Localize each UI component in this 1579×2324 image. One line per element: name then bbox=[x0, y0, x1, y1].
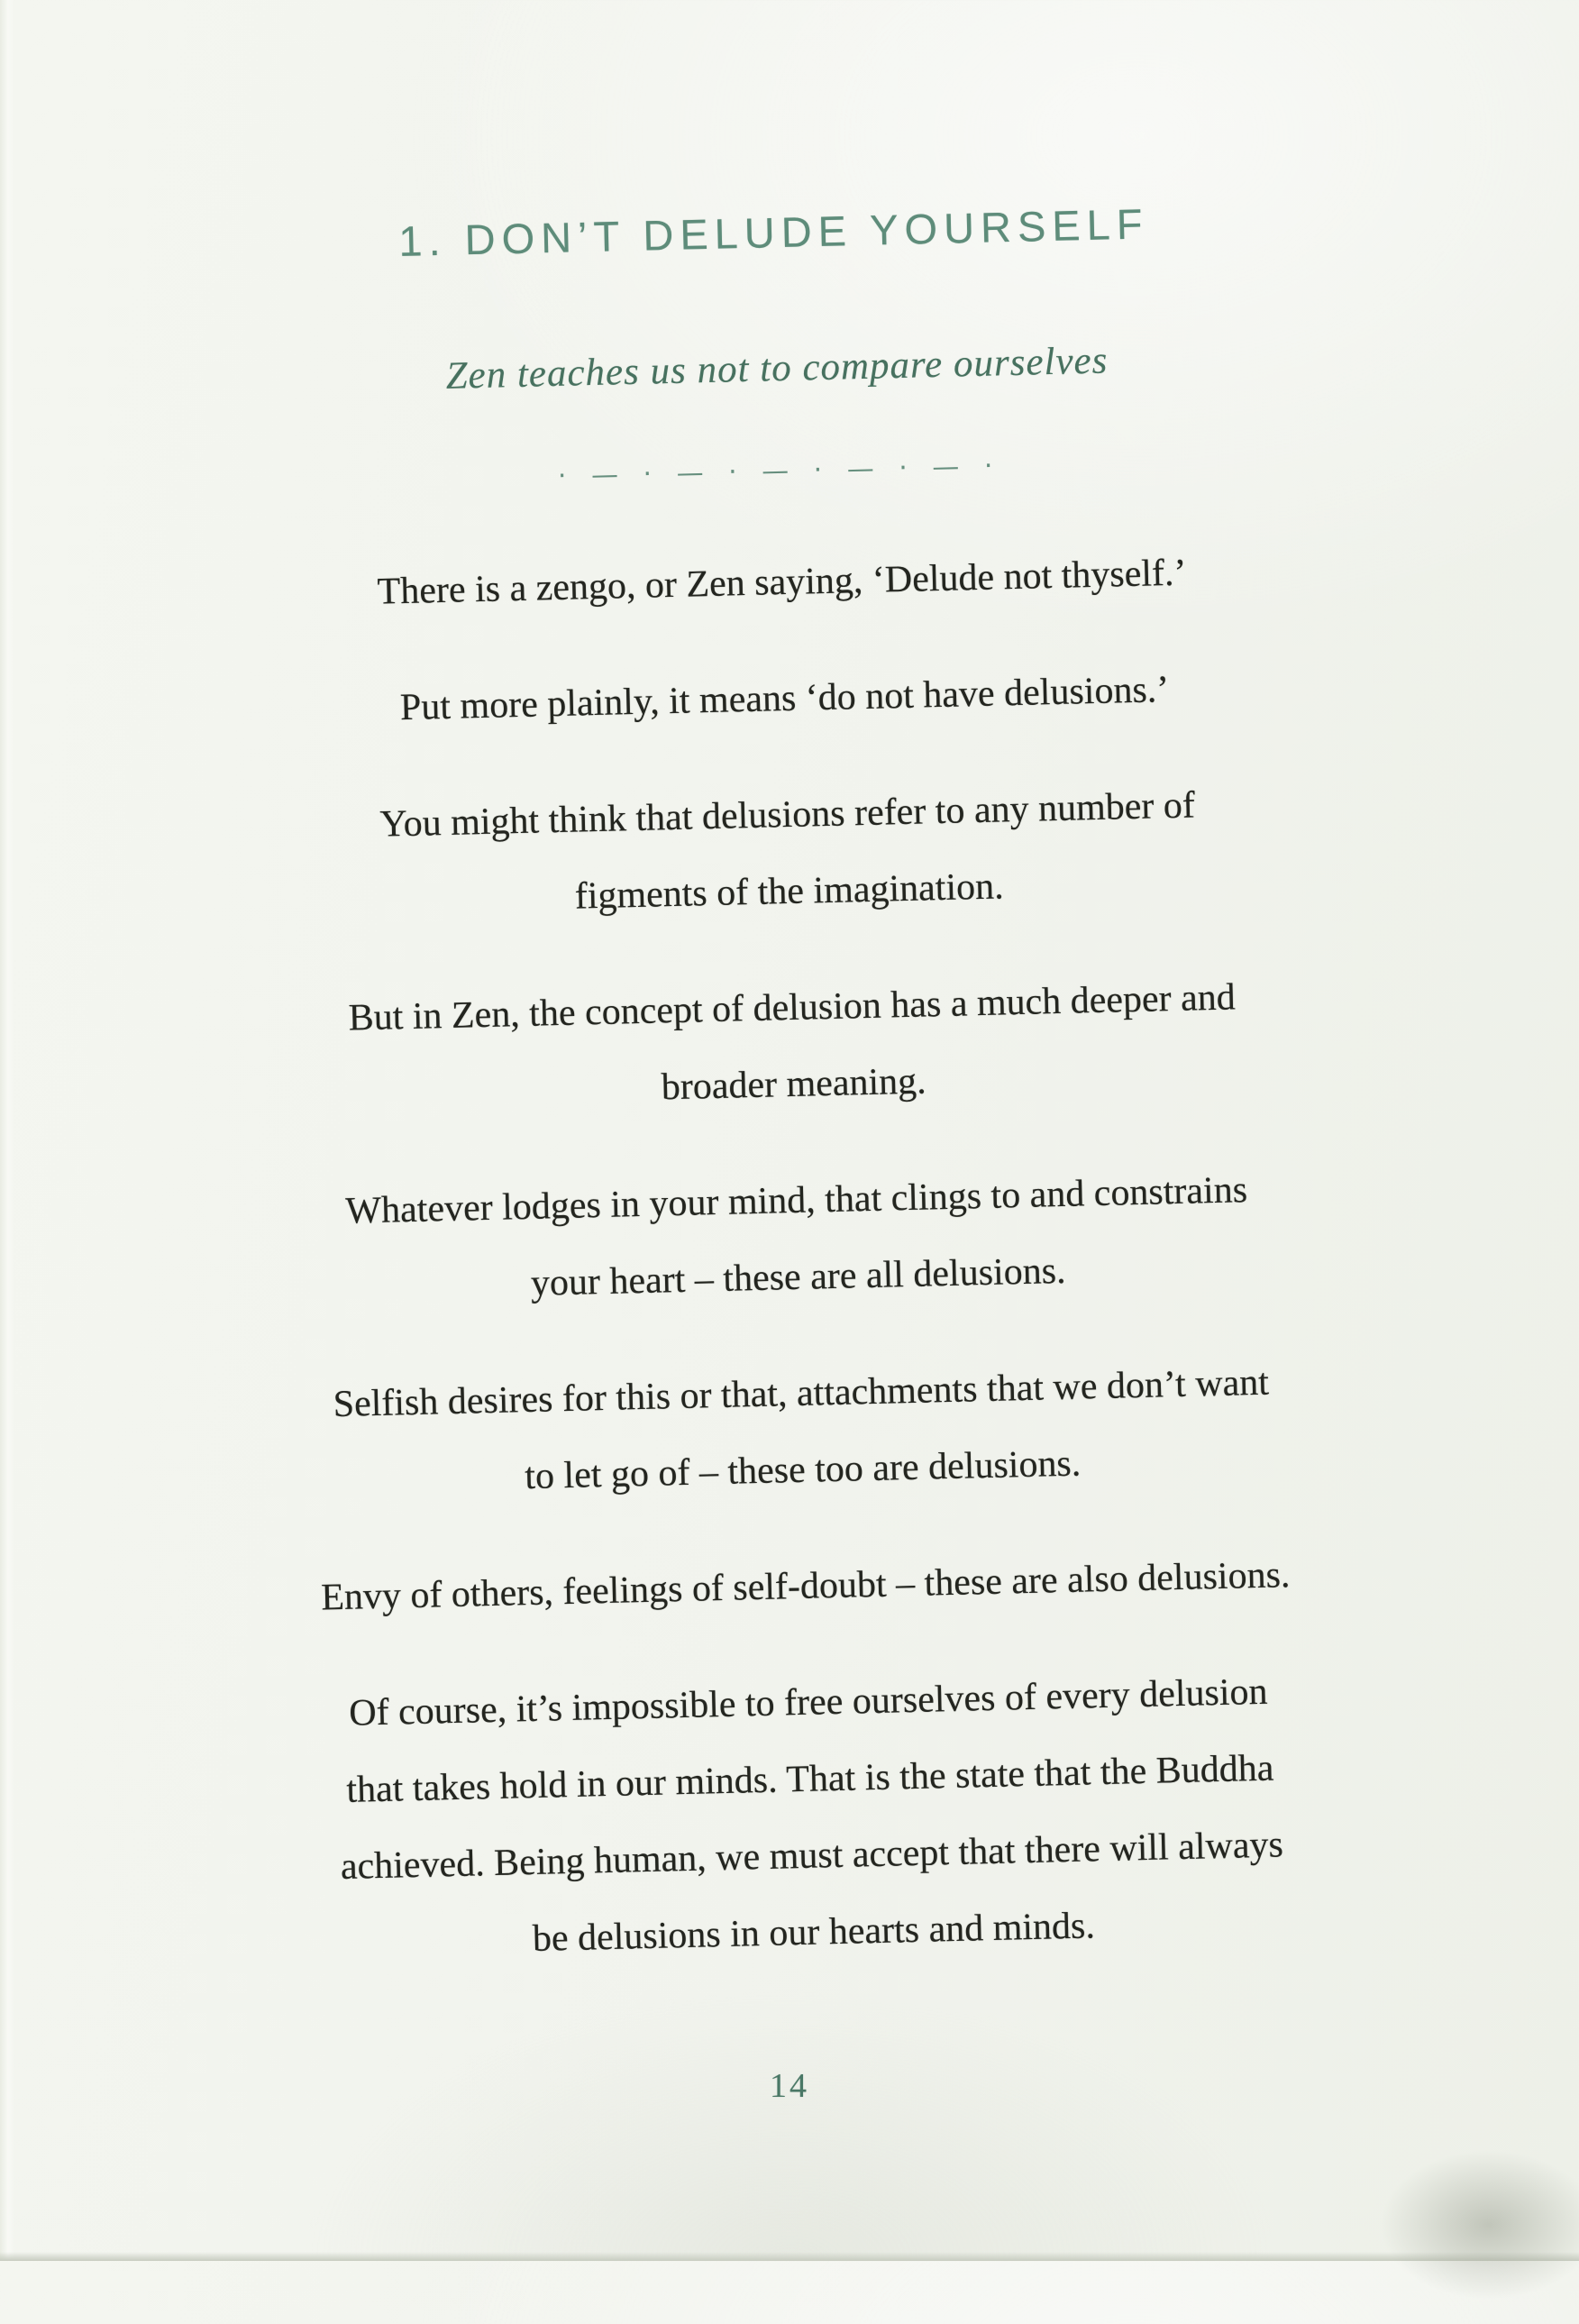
body-line: Put more plainly, it means ‘do not have delusions.’ bbox=[399, 669, 1170, 729]
paragraph bbox=[156, 763, 1421, 946]
body-line: figments of the imagination. bbox=[574, 865, 1005, 918]
body-line: You might think that delusions refer to any number of bbox=[379, 784, 1196, 846]
chapter-subtitle: Zen teaches us not to compare ourselves bbox=[445, 339, 1109, 398]
body-line: But in Zen, the concept of delusion has a much deeper and bbox=[348, 976, 1237, 1039]
body-line: broader meaning. bbox=[661, 1060, 927, 1109]
body-line: achieved. Being human, we must accept that there will always bbox=[340, 1824, 1284, 1889]
body-line: your heart – these are all delusions. bbox=[530, 1249, 1067, 1304]
page-number: 14 bbox=[770, 2067, 809, 2105]
body-line: Whatever lodges in your mind, that clings to and constrains bbox=[344, 1169, 1248, 1232]
chapter-heading: 1. DON’T DELUDE YOURSELF bbox=[397, 199, 1150, 266]
dash-dot-divider: · — · — · — · — · — · bbox=[557, 450, 1001, 492]
paragraph bbox=[169, 1340, 1435, 1523]
paragraph bbox=[174, 1533, 1438, 1640]
body-text bbox=[151, 530, 1446, 1987]
body-line: be delusions in our hearts and minds. bbox=[532, 1905, 1096, 1961]
paragraph bbox=[151, 530, 1414, 636]
paragraph bbox=[153, 646, 1417, 753]
body-line: There is a zengo, or Zen saying, ‘Delude not thyself.’ bbox=[377, 552, 1188, 613]
paragraph bbox=[165, 1148, 1430, 1331]
paragraph bbox=[160, 955, 1426, 1138]
body-line: Envy of others, feelings of self-doubt – these are also delusions. bbox=[320, 1554, 1291, 1619]
body-line: Of course, it’s impossible to free ourselves of every delusion bbox=[348, 1670, 1268, 1734]
body-line: Selfish desires for this or that, attachments that we don’t want bbox=[333, 1361, 1270, 1426]
body-line: that takes hold in our minds. That is the state that the Buddha bbox=[345, 1747, 1274, 1811]
paragraph bbox=[177, 1650, 1446, 1986]
body-line: to let go of – these too are delusions. bbox=[524, 1442, 1082, 1498]
